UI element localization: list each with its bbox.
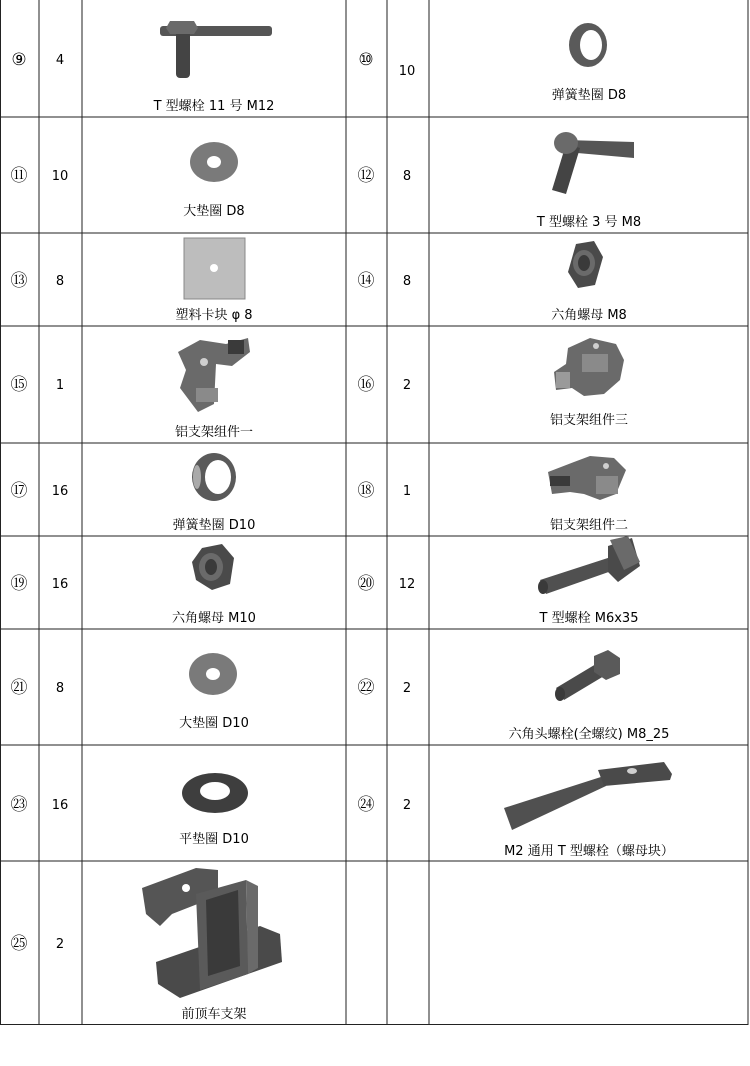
part-index: ⑱ — [357, 481, 375, 501]
part-index: ㉒ — [357, 678, 375, 698]
part-name: T 型螺栓 11 号 M12 — [153, 99, 275, 114]
part-name: 铝支架组件二 — [549, 518, 629, 533]
part-name: 铝支架组件三 — [549, 413, 629, 428]
part-name: 前顶车支架 — [181, 1007, 247, 1022]
part-quantity: 2 — [402, 378, 412, 393]
plastic-block-icon — [184, 238, 245, 299]
part-quantity: 2 — [55, 937, 65, 952]
part-index: ㉓ — [10, 795, 28, 815]
table-row — [11, 536, 641, 626]
table-row — [11, 453, 629, 533]
part-quantity: 8 — [402, 169, 412, 184]
aluminum-bracket-icon — [554, 338, 624, 396]
part-name: 六角头螺栓(全螺纹) M8_25 — [508, 727, 670, 742]
part-index: ⑭ — [357, 271, 375, 291]
table-row — [11, 868, 283, 1022]
hex-nut-icon — [568, 241, 603, 288]
part-index: ⑳ — [357, 574, 375, 594]
hex-bolt-icon — [555, 650, 620, 701]
table-row — [11, 762, 674, 859]
large-washer-icon — [190, 142, 238, 182]
aluminum-bracket-icon — [548, 456, 626, 500]
spring-washer-icon — [569, 23, 607, 67]
part-quantity: 2 — [402, 798, 412, 813]
part-quantity: 16 — [51, 577, 69, 592]
part-index: ⑫ — [357, 166, 375, 186]
t-nut-strip-icon — [504, 762, 672, 830]
part-name: 铝支架组件一 — [174, 425, 254, 440]
part-name: 六角螺母 M8 — [551, 308, 627, 323]
t-bolt-icon — [160, 21, 272, 78]
part-name: 平垫圈 D10 — [179, 832, 249, 847]
part-name: 大垫圈 D8 — [183, 204, 245, 219]
part-name: 塑料卡块 φ 8 — [175, 308, 253, 323]
part-quantity: 12 — [398, 577, 416, 592]
table-row — [11, 21, 626, 114]
large-washer-icon — [189, 653, 237, 695]
part-quantity: 16 — [51, 484, 69, 499]
roof-rack-bracket-icon — [142, 868, 282, 998]
part-index: ⑩ — [358, 50, 374, 70]
part-name: 弹簧垫圈 D8 — [551, 88, 627, 103]
part-quantity: 10 — [398, 64, 416, 79]
part-index: ㉑ — [10, 678, 28, 698]
flat-washer-icon — [182, 773, 248, 813]
part-quantity: 1 — [402, 484, 412, 499]
table-row — [11, 338, 629, 440]
part-quantity: 8 — [55, 681, 65, 696]
part-index: ⑪ — [10, 166, 28, 186]
part-quantity: 1 — [55, 378, 65, 393]
table-row — [11, 650, 670, 742]
part-index: ⑯ — [357, 375, 375, 395]
part-name: M2 通用 T 型螺栓（螺母块） — [504, 844, 674, 859]
table-row — [11, 238, 627, 323]
part-quantity: 4 — [55, 53, 65, 68]
spring-washer-icon — [192, 453, 236, 501]
part-index: ㉔ — [357, 795, 375, 815]
t-bolt-icon — [552, 132, 634, 194]
part-name: T 型螺栓 3 号 M8 — [536, 215, 642, 230]
aluminum-bracket-icon — [178, 338, 250, 412]
part-quantity: 8 — [402, 274, 412, 289]
part-quantity: 2 — [402, 681, 412, 696]
part-index: ⑮ — [10, 375, 28, 395]
t-bolt-icon — [538, 536, 640, 594]
part-index: ㉕ — [10, 934, 28, 954]
table-row — [11, 132, 642, 230]
part-name: 大垫圈 D10 — [179, 716, 249, 731]
part-quantity: 10 — [51, 169, 69, 184]
part-name: T 型螺栓 M6x35 — [539, 611, 639, 626]
part-name: 六角螺母 M10 — [172, 611, 256, 626]
part-index: ⑲ — [10, 574, 28, 594]
part-index: ⑨ — [11, 50, 27, 70]
part-index: ⑰ — [10, 481, 28, 501]
part-name: 弹簧垫圈 D10 — [172, 518, 256, 533]
part-quantity: 8 — [55, 274, 65, 289]
hex-nut-icon — [192, 544, 234, 590]
part-quantity: 16 — [51, 798, 69, 813]
part-index: ⑬ — [10, 271, 28, 291]
